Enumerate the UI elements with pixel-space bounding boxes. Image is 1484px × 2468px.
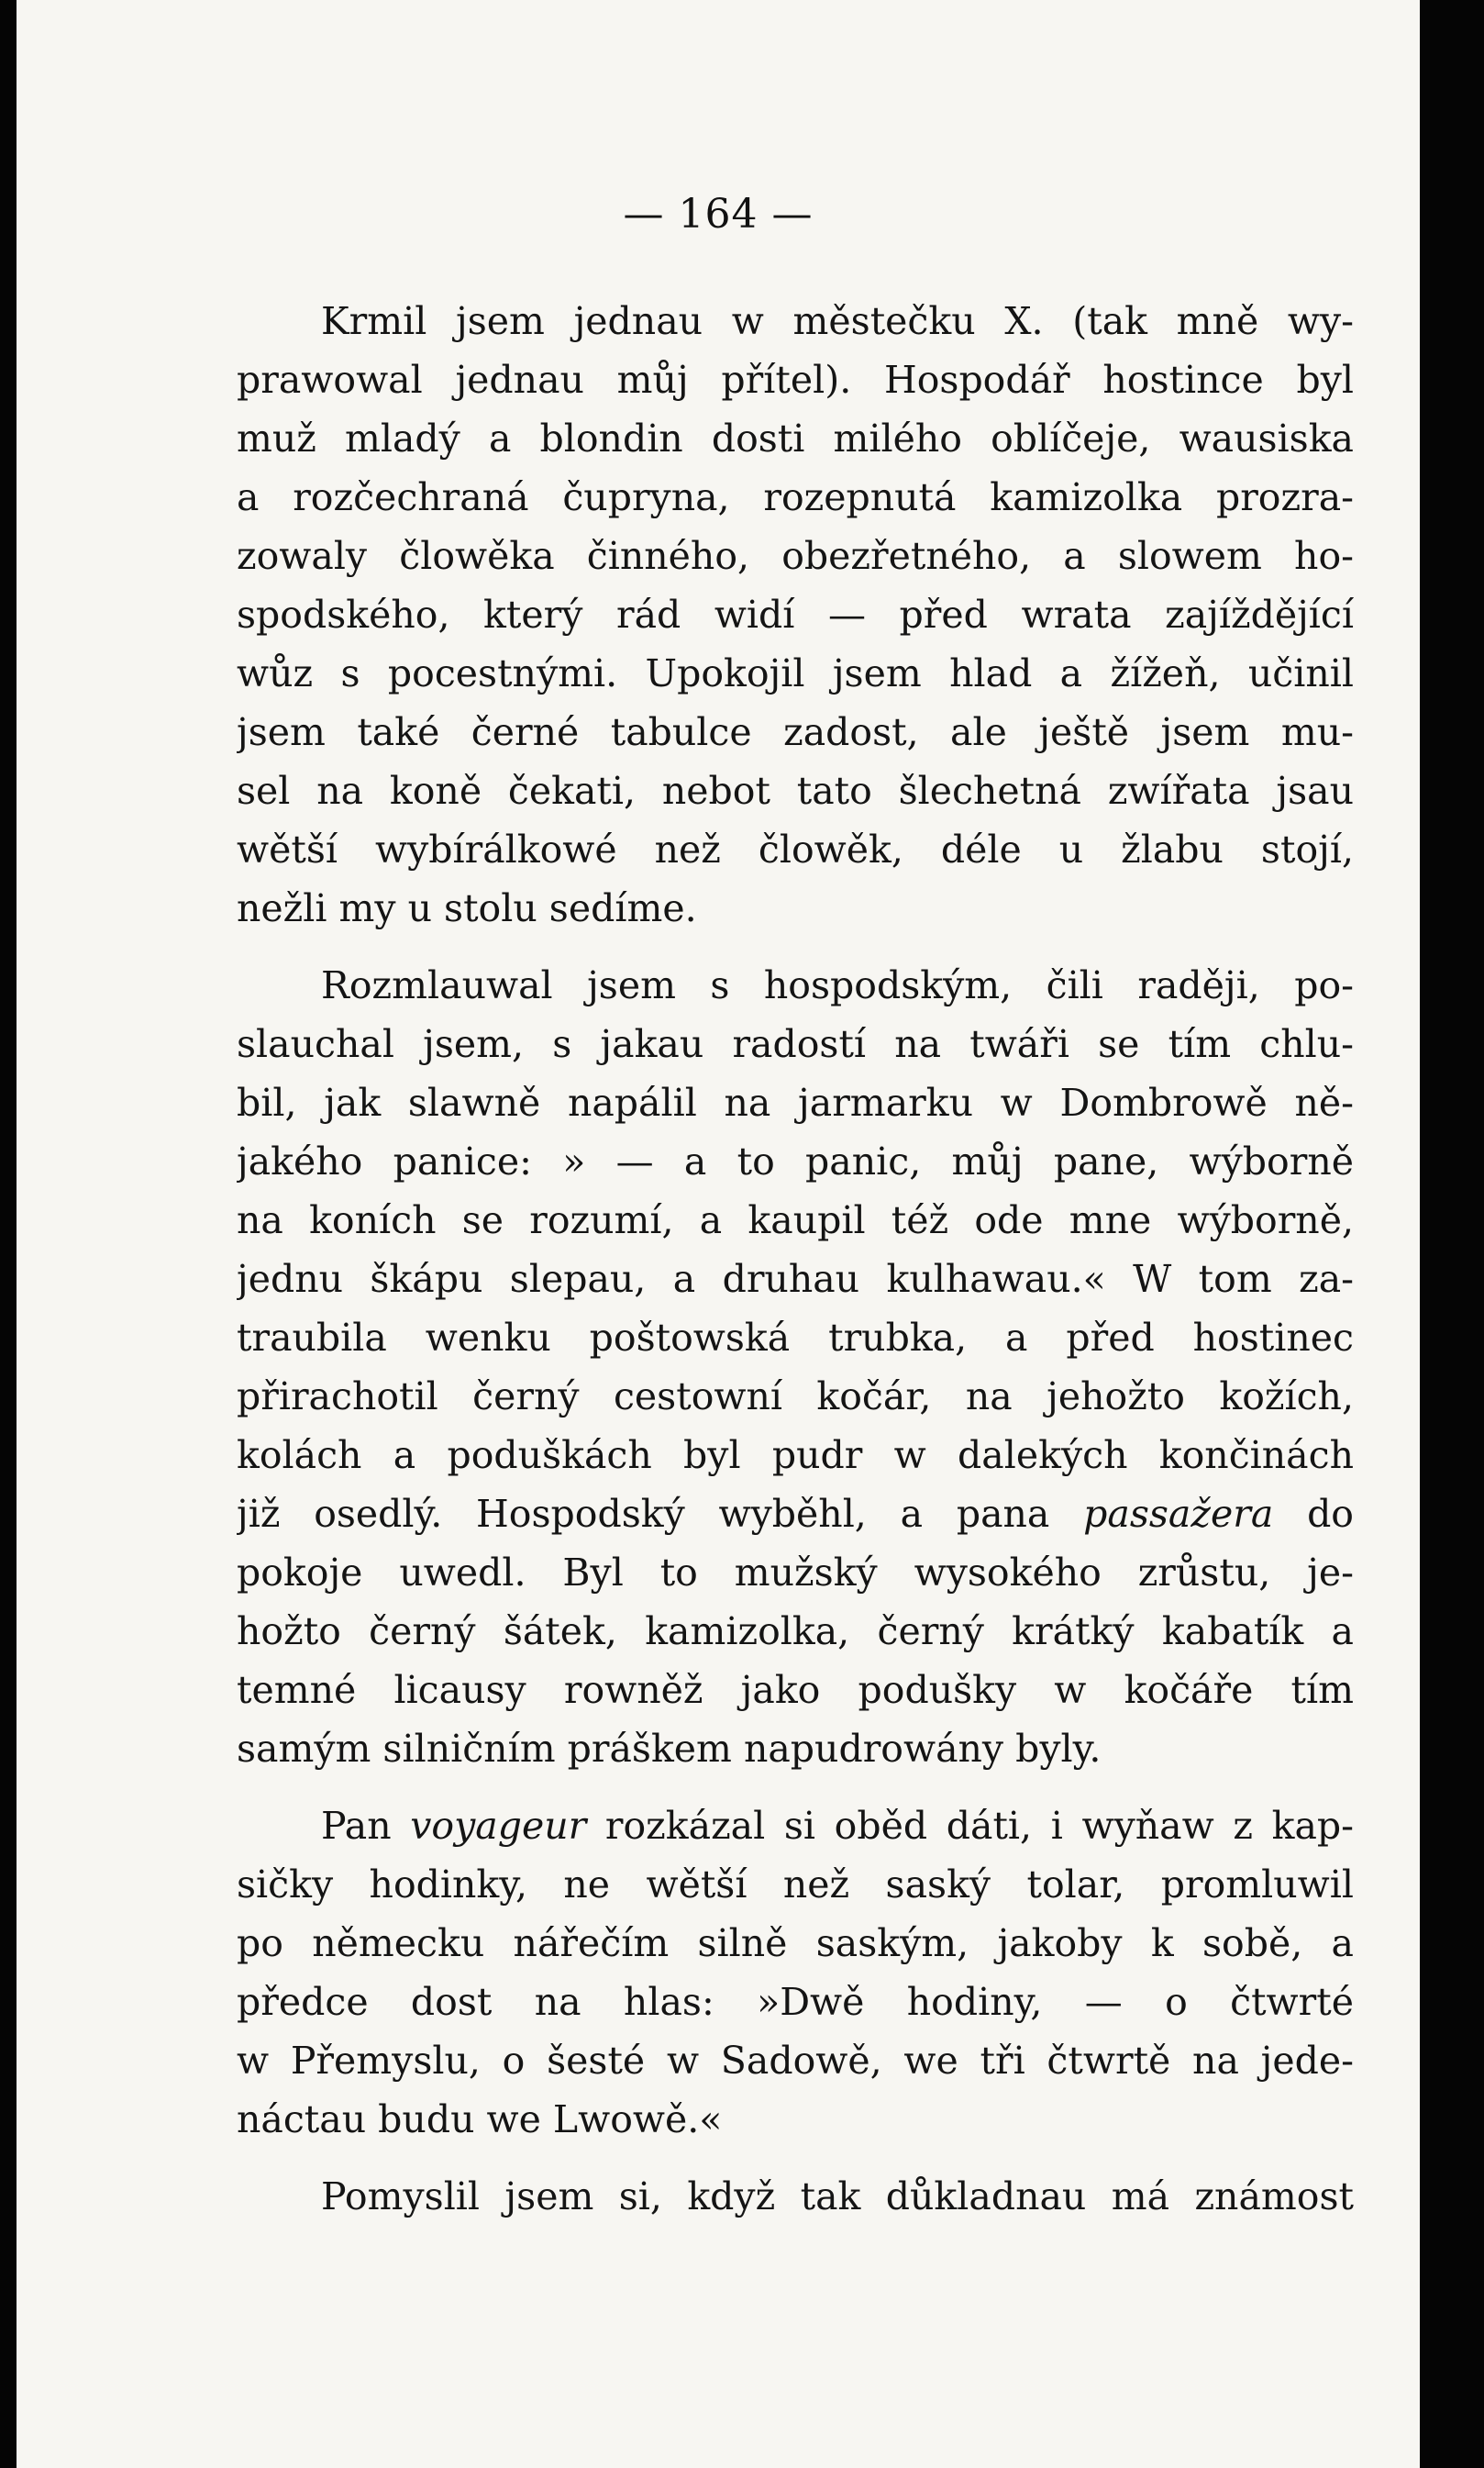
- text-segment: již osedlý. Hospodský wyběhl, a pana: [237, 1492, 1050, 1536]
- text-line: slauchal jsem, s jakau radostí na twáři se tím chlu-: [237, 1022, 1354, 1066]
- paragraph-3: [237, 1796, 1354, 2149]
- text-segment: Pan: [321, 1804, 392, 1848]
- paragraph-1: [237, 292, 1354, 938]
- text-line: kolách a poduškách byl pudr w dalekých končinách: [237, 1433, 1354, 1477]
- text-line: muž mladý a blondin dosti milého oblíčeje, wausiska: [237, 417, 1354, 461]
- text-line: wůz s pocestnými. Upokojil jsem hlad a žížeň, učinil: [237, 651, 1354, 695]
- text-line: sičky hodinky, ne wětší než saský tolar, promluwil: [237, 1862, 1354, 1907]
- italic-word: voyageur: [410, 1804, 587, 1848]
- text-line: nežli my u stolu sedíme.: [237, 886, 697, 930]
- text-line: w Přemyslu, o šesté w Sadowě, we tři čtwrtě na jede-: [237, 2039, 1354, 2083]
- text-line: Pomyslil jsem si, když tak důkladnau má známost: [321, 2174, 1354, 2218]
- text-line: zowaly člowěka činného, obezřetného, a slowem ho-: [237, 534, 1354, 578]
- paragraph-4: [237, 2167, 1354, 2226]
- text-line: traubila wenku poštowská trubka, a před hostinec: [237, 1316, 1354, 1360]
- text-line: jsem také černé tabulce zadost, ale ještě jsem mu-: [237, 710, 1354, 754]
- text-segment: rozkázal si oběd dáti, i wyňaw z kap-: [604, 1804, 1354, 1848]
- page-number: — 164 —: [623, 191, 814, 238]
- text-line: náctau budu we Lwowě.«: [237, 2097, 723, 2141]
- text-line: na koních se rozumí, a kaupil též ode mne wýborně,: [237, 1198, 1354, 1242]
- text-line-with-italic: [237, 1796, 1354, 1855]
- text-line: Krmil jsem jednau w městečku X. (tak mně wy-: [321, 299, 1354, 343]
- text-line: přirachotil černý cestowní kočár, na jehožto kožích,: [237, 1374, 1354, 1418]
- text-line: předce dost na hlas: »Dwě hodiny, — o čtwrté: [237, 1980, 1354, 2024]
- text-line: po německu nářečím silně saským, jakoby k sobě, a: [237, 1921, 1354, 1965]
- text-line: samým silničním práškem napudrowány byly.: [237, 1727, 1102, 1771]
- body-text: [237, 292, 1354, 2226]
- paragraph-2: [237, 956, 1354, 1778]
- text-segment: do: [1307, 1492, 1354, 1536]
- text-line: bil, jak slawně napálil na jarmarku w Dombrowě ně-: [237, 1081, 1354, 1125]
- text-line: hožto černý šátek, kamizolka, černý krátký kabatík a: [237, 1609, 1354, 1653]
- text-line: a rozčechraná čupryna, rozepnutá kamizolka prozra-: [237, 475, 1354, 519]
- text-line: wětší wybírálkowé než člowěk, déle u žlabu stojí,: [237, 828, 1354, 872]
- text-line: jakého panice: » — a to panic, můj pane, wýborně: [237, 1140, 1354, 1184]
- text-line: jednu škápu slepau, a druhau kulhawau.« W tom za-: [237, 1257, 1354, 1301]
- book-page: [17, 0, 1420, 2468]
- text-line: sel na koně čekati, nebot tato šlechetná zwířata jsau: [237, 769, 1354, 813]
- text-line: Rozmlauwal jsem s hospodským, čili raději, po-: [321, 963, 1354, 1007]
- italic-word: passažera: [1083, 1492, 1274, 1536]
- text-line: prawowal jednau můj přítel). Hospodář hostince byl: [237, 358, 1354, 402]
- text-line: spodského, který rád widí — před wrata zajíždějící: [237, 593, 1354, 637]
- text-line: temné licausy rowněž jako podušky w kočáře tím: [237, 1668, 1354, 1712]
- text-line: pokoje uwedl. Byl to mužský wysokého zrůstu, je-: [237, 1551, 1354, 1595]
- text-line-with-italic: [237, 1484, 1354, 1543]
